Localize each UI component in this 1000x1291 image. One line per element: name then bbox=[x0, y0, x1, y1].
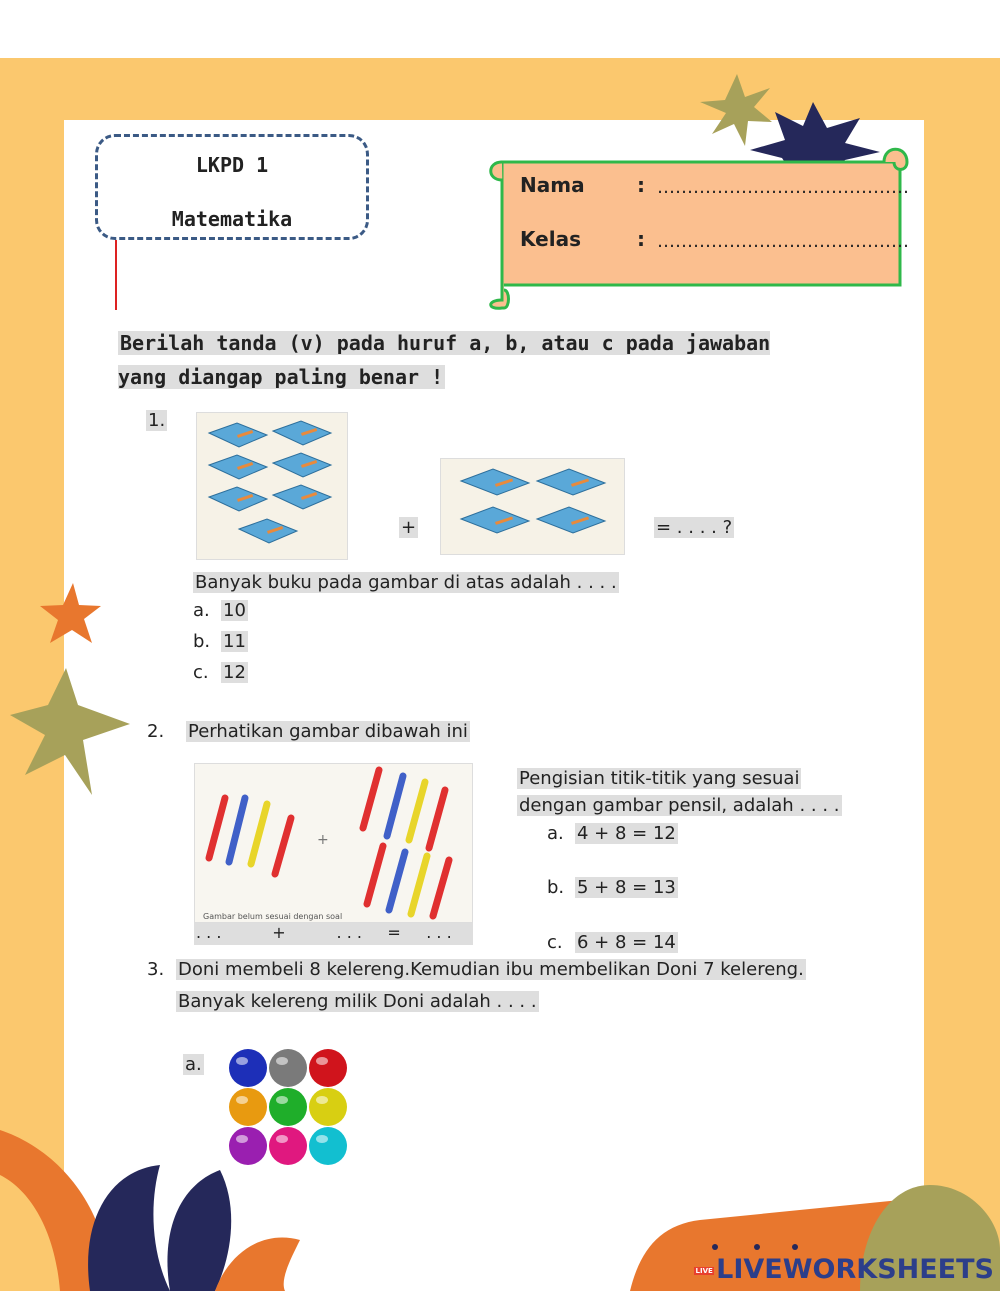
q1-option-c-letter[interactable]: c. bbox=[193, 662, 209, 683]
marble-icon bbox=[229, 1127, 267, 1165]
pencil-icon bbox=[209, 798, 225, 858]
pencil-icon bbox=[429, 790, 445, 848]
q2-option-c-value[interactable]: 6 + 8 = 14 bbox=[577, 932, 676, 953]
marble-icon bbox=[269, 1127, 307, 1165]
q1-option-a-value[interactable]: 10 bbox=[223, 600, 246, 621]
q3-line2: Banyak kelereng milik Doni adalah . . . . bbox=[178, 991, 537, 1012]
q3-option-a-letter[interactable]: a. bbox=[185, 1054, 202, 1075]
q2-option-b-letter[interactable]: b. bbox=[547, 877, 565, 898]
name-colon: : bbox=[637, 173, 645, 197]
red-margin-line bbox=[115, 240, 117, 310]
marble-icon bbox=[309, 1049, 347, 1087]
title-box bbox=[95, 134, 369, 240]
instruction bbox=[118, 326, 808, 394]
pencil-icon bbox=[275, 818, 291, 874]
marble-highlight bbox=[276, 1135, 288, 1143]
q2-option-a-letter[interactable]: a. bbox=[547, 823, 564, 844]
name-label: Nama bbox=[520, 173, 585, 197]
marble-highlight bbox=[276, 1057, 288, 1065]
q1-equals: = . . . . ? bbox=[656, 517, 733, 538]
marble-icon bbox=[309, 1088, 347, 1126]
marble-highlight bbox=[316, 1096, 328, 1104]
subject-title: Matematika bbox=[171, 207, 293, 231]
q2-image-plus: + bbox=[317, 832, 329, 848]
class-label: Kelas bbox=[520, 227, 581, 251]
marble-highlight bbox=[316, 1135, 328, 1143]
worksheet-code: LKPD 1 bbox=[195, 153, 269, 177]
pencil-icon bbox=[433, 860, 449, 916]
marble-highlight bbox=[316, 1057, 328, 1065]
q3-marbles bbox=[226, 1046, 356, 1170]
marble-highlight bbox=[236, 1135, 248, 1143]
q2-prompt: Perhatikan gambar dibawah ini bbox=[188, 721, 468, 742]
q1-books-group-4 bbox=[440, 458, 625, 555]
q1-books-4-illustration bbox=[441, 459, 624, 554]
orange-star-left bbox=[40, 583, 101, 643]
pencil-icon bbox=[409, 782, 425, 840]
q1-question: Banyak buku pada gambar di atas adalah . . . . bbox=[195, 572, 617, 593]
class-field[interactable]: …………………………………… bbox=[657, 231, 909, 252]
q1-books-group-7 bbox=[196, 412, 348, 560]
q2-image-caption: Gambar belum sesuai dengan soal bbox=[203, 912, 343, 921]
book-icon bbox=[209, 421, 331, 543]
brand-badge: LIVE bbox=[695, 1266, 713, 1275]
pencil-icon bbox=[229, 798, 245, 862]
navy-leaf-left bbox=[88, 1165, 170, 1291]
olive-star-top bbox=[700, 74, 772, 146]
liveworksheets-logo bbox=[694, 1254, 994, 1285]
marble-icon bbox=[229, 1088, 267, 1126]
pencil-icon bbox=[363, 770, 379, 828]
instruction-text: Berilah tanda (v) pada huruf a, b, atau c pada jawaban yang diangap paling benar ! bbox=[118, 331, 771, 389]
q2-option-b-value[interactable]: 5 + 8 = 13 bbox=[577, 877, 676, 898]
q1-plus: + bbox=[401, 517, 417, 538]
q3-number: 3. bbox=[147, 959, 165, 980]
q1-books-7-illustration bbox=[197, 413, 347, 559]
navy-leaf-left-2 bbox=[167, 1170, 231, 1291]
q2-option-a-value[interactable]: 4 + 8 = 12 bbox=[577, 823, 676, 844]
marble-icon bbox=[269, 1088, 307, 1126]
q1-number: 1. bbox=[148, 410, 166, 431]
q1-option-c-value[interactable]: 12 bbox=[223, 662, 246, 683]
class-colon: : bbox=[637, 227, 645, 251]
q1-option-b-value[interactable]: 11 bbox=[223, 631, 246, 652]
pencil-icon bbox=[367, 846, 383, 904]
brand-text: LIVEWORKSHEETS bbox=[716, 1254, 994, 1285]
pencil-icon bbox=[389, 852, 405, 910]
marble-icon bbox=[309, 1127, 347, 1165]
pencil-icon bbox=[411, 856, 427, 914]
name-field[interactable]: …………………………………… bbox=[657, 177, 909, 198]
q2-blank-expression[interactable]: . . . + . . . = . . . bbox=[194, 923, 473, 945]
q3-line1: Doni membeli 8 kelereng.Kemudian ibu membelikan Doni 7 kelereng. bbox=[178, 959, 804, 980]
pencil-icon bbox=[251, 804, 267, 864]
q2-pencils-illustration bbox=[195, 764, 472, 922]
q2-question-line2: dengan gambar pensil, adalah . . . . bbox=[519, 795, 840, 816]
q1-option-a-letter[interactable]: a. bbox=[193, 600, 210, 621]
marble-highlight bbox=[276, 1096, 288, 1104]
marble-highlight bbox=[236, 1096, 248, 1104]
marble-highlight bbox=[236, 1057, 248, 1065]
q2-question-line1: Pengisian titik-titik yang sesuai bbox=[519, 768, 800, 789]
q2-pencils-image bbox=[194, 763, 473, 923]
pencil-icon bbox=[387, 776, 403, 836]
olive-star-left bbox=[10, 668, 130, 795]
marble-icon bbox=[269, 1049, 307, 1087]
q2-number: 2. bbox=[147, 721, 165, 742]
marble-icon bbox=[229, 1049, 267, 1087]
q1-option-b-letter[interactable]: b. bbox=[193, 631, 211, 652]
q2-option-c-letter[interactable]: c. bbox=[547, 932, 563, 953]
